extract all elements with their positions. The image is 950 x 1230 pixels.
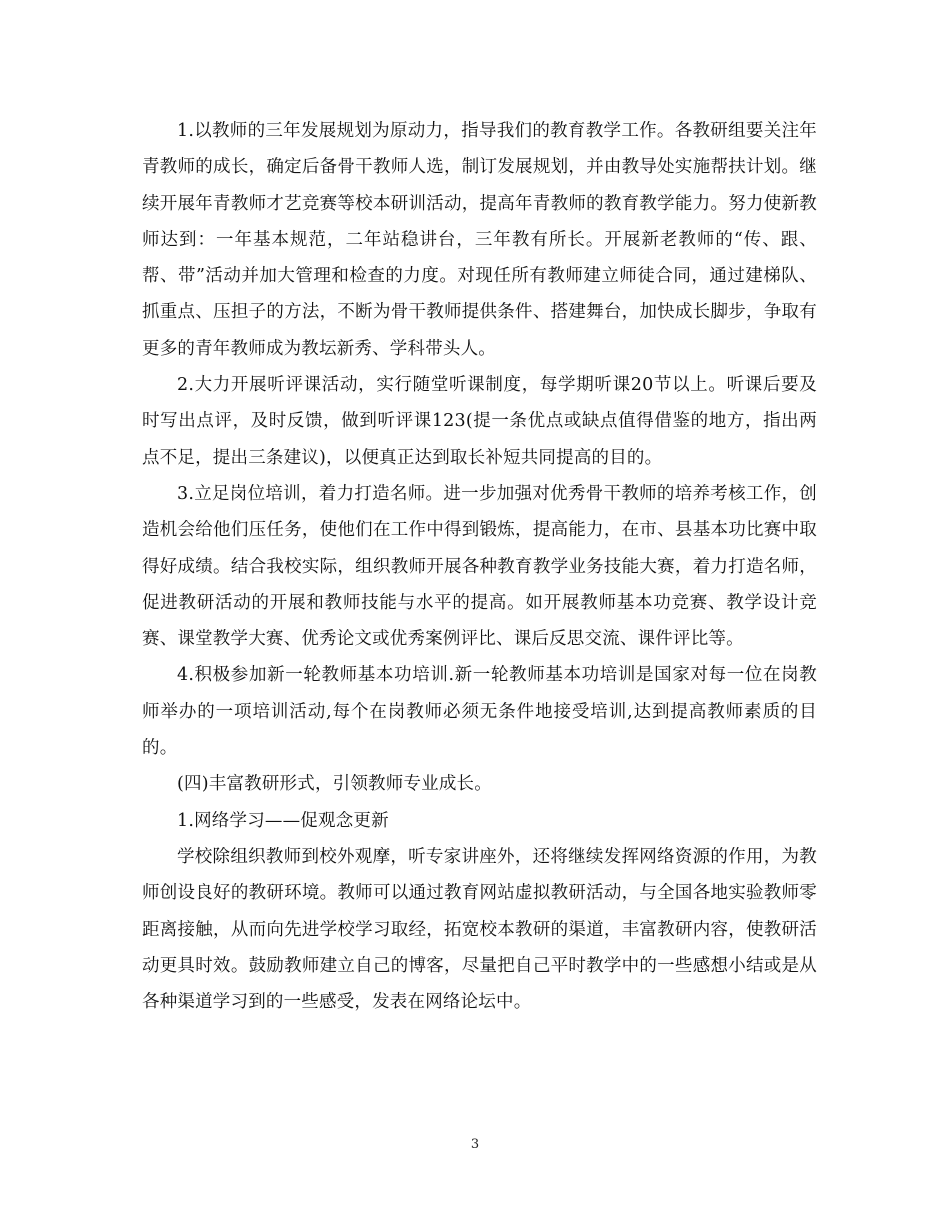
section-heading-teaching-research: (四)丰富教研形式，引领教师专业成长。 (177, 774, 492, 795)
paragraph-online-learning: 学校除组织教师到校外观摩，听专家讲座外，还将继续发挥网络资源的作用，为教师创设良好的教研环境。教师可以通过教育网站虚拟教研活动，与全国各地实验教师零距离接触，从而向先进学校学习取经，拓宽校本教研的渠道，丰富教研内容，使教研活动更具时效。鼓励教师建立自己的博客，尽量把自己平时教学中的一些感想小结或是从各种渠道学习到的一些感受，发表在网络论坛中。 (142, 846, 817, 1013)
page-number: 3 (470, 1137, 480, 1152)
paragraph-young-teacher-plan: 1.以教师的三年发展规划为原动力，指导我们的教育教学工作。各教研组要关注年青教师的成长，确定后备骨干教师人选，制订发展规划，并由教导处实施帮扶计划。继续开展年青教师才艺竞赛等校本研训活动，提高年青教师的教育教学能力。努力使新教师达到：一年基本规范，二年站稳讲台，三年教有所长。开展新老教师的“传、跟、帮、带”活动并加大管理和检查的力度。对现任所有教师建立师徒合同，通过建梯队、抓重点、压担子的方法，不断为骨干教师提供条件、搭建舞台，加快成长脚步，争取有更多的青年教师成为教坛新秀、学科带头人。 (142, 121, 817, 359)
paragraph-lesson-observation: 2.大力开展听评课活动，实行随堂听课制度，每学期听课20节以上。听课后要及时写出点评，及时反馈，做到听评课123(提一条优点或缺点值得借鉴的地方，指出两点不足，提出三条建议)，以便真正达到取长补短共同提高的目的。 (142, 375, 817, 468)
subheading-online-learning: 1.网络学习——促观念更新 (177, 810, 389, 831)
paragraph-basic-skill-training: 4.积极参加新一轮教师基本功培训.新一轮教师基本功培训是国家对每一位在岗教师举办的一项培训活动,每个在岗教师必须无条件地接受培训,达到提高教师素质的目的。 (142, 665, 817, 759)
document-body (142, 113, 817, 1020)
paragraph-post-training: 3.立足岗位培训，着力打造名师。进一步加强对优秀骨干教师的培养考核工作，创造机会给他们压任务，使他们在工作中得到锻炼，提高能力，在市、县基本功比赛中取得好成绩。结合我校实际，组织教师开展各种教育教学业务技能大赛，着力打造名师，促进教研活动的开展和教师技能与水平的提高。如开展教师基本功竞赛、教学设计竞赛、课堂教学大赛、优秀论文或优秀案例评比、课后反思交流、课件评比等。 (142, 483, 817, 650)
